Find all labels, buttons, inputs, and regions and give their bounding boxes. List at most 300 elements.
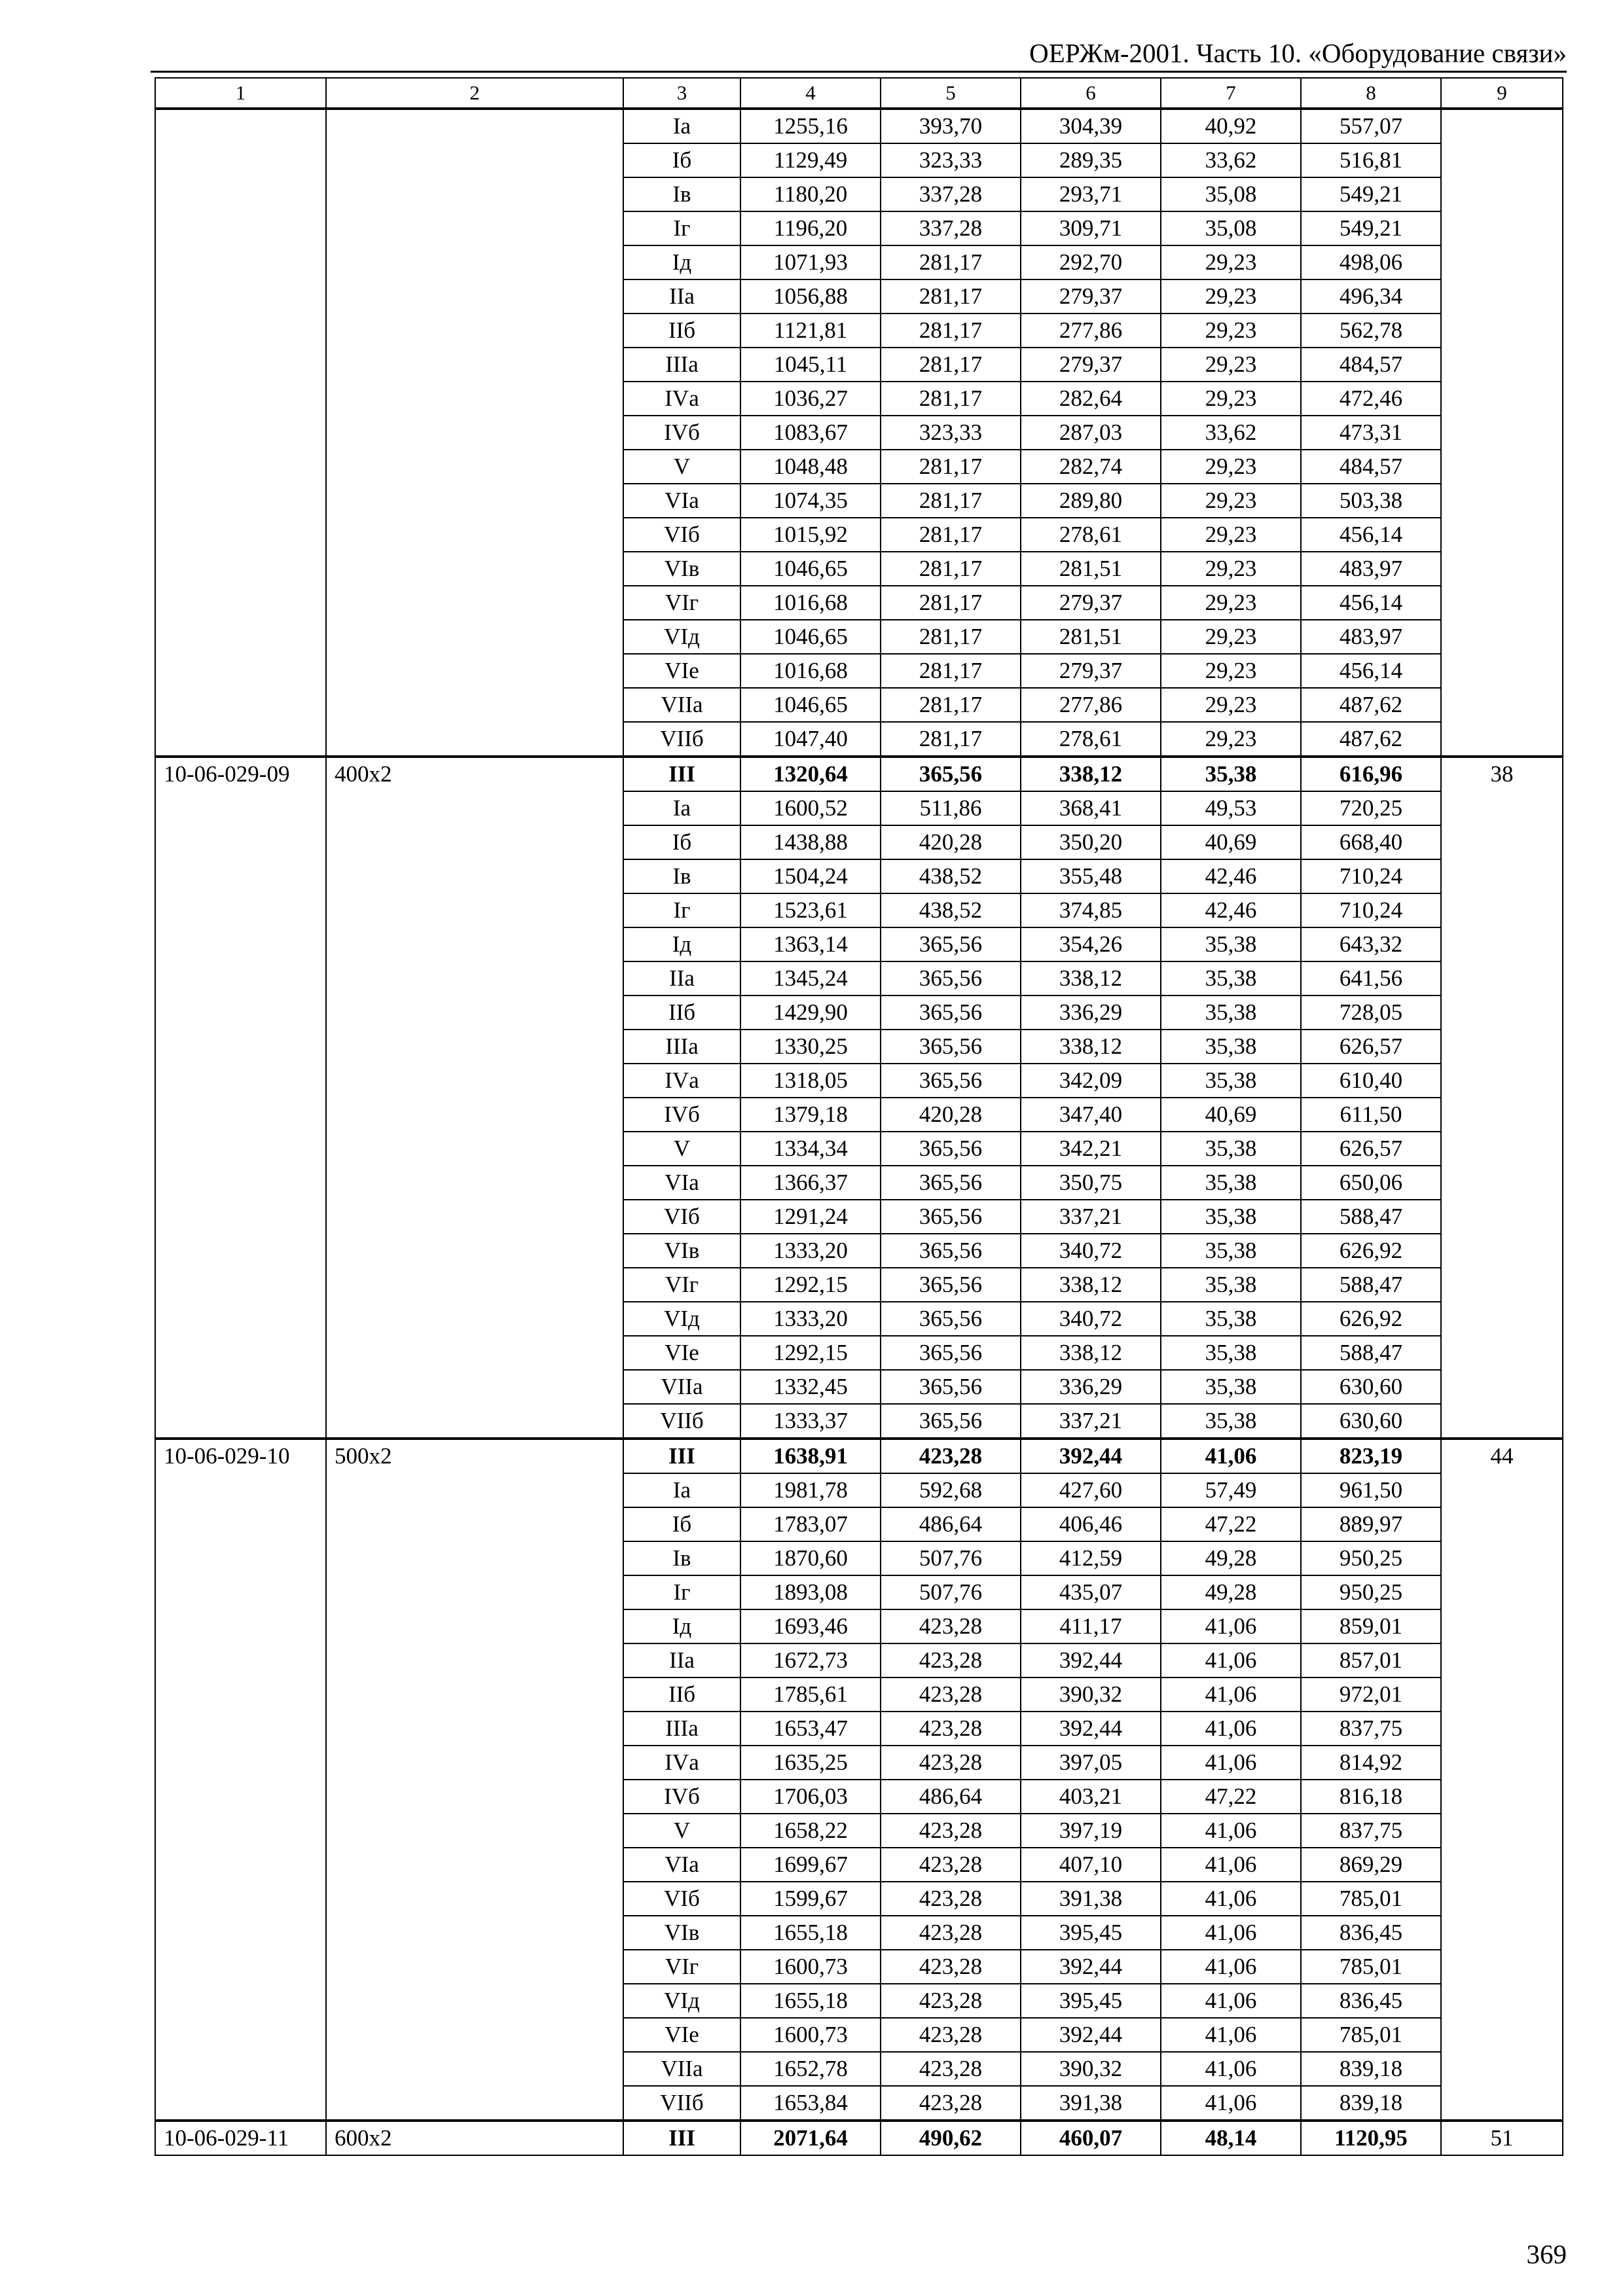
value-cell: 29,23 <box>1161 279 1301 314</box>
value-cell: 338,12 <box>1021 757 1161 791</box>
value-cell: 1015,92 <box>740 518 881 552</box>
value-cell: 29,23 <box>1161 552 1301 586</box>
value-cell: 309,71 <box>1021 211 1161 245</box>
zone-cell: VIг <box>623 1268 740 1302</box>
column-number: 2 <box>326 78 623 109</box>
value-cell: 35,38 <box>1161 1336 1301 1370</box>
zone-cell: VIв <box>623 552 740 586</box>
value-cell: 611,50 <box>1301 1098 1441 1132</box>
value-cell: 1893,08 <box>740 1575 881 1609</box>
value-cell: 610,40 <box>1301 1064 1441 1098</box>
value-cell: 41,06 <box>1161 1712 1301 1746</box>
value-cell: 35,38 <box>1161 1064 1301 1098</box>
value-cell: 423,28 <box>881 1814 1021 1848</box>
column-number: 1 <box>155 78 326 109</box>
value-cell: 1083,67 <box>740 416 881 450</box>
zone-cell: VIе <box>623 654 740 688</box>
zone-cell: IVа <box>623 1064 740 1098</box>
code-cell <box>155 109 326 757</box>
value-cell: 29,23 <box>1161 518 1301 552</box>
value-cell: 41,06 <box>1161 1814 1301 1848</box>
value-cell: 397,05 <box>1021 1746 1161 1780</box>
value-cell: 47,22 <box>1161 1780 1301 1814</box>
table-row <box>155 1439 1563 1473</box>
value-cell: 641,56 <box>1301 961 1441 996</box>
value-cell: 643,32 <box>1301 927 1441 961</box>
value-cell: 281,17 <box>881 722 1021 757</box>
value-cell: 391,38 <box>1021 1882 1161 1916</box>
value-cell: 338,12 <box>1021 1336 1161 1370</box>
value-cell: 1785,61 <box>740 1677 881 1712</box>
value-cell: 473,31 <box>1301 416 1441 450</box>
value-cell: 839,18 <box>1301 2052 1441 2086</box>
value-cell: 1658,22 <box>740 1814 881 1848</box>
header-rule <box>151 71 1567 73</box>
value-cell: 630,60 <box>1301 1404 1441 1439</box>
value-cell: 1046,65 <box>740 688 881 722</box>
value-cell: 336,29 <box>1021 1370 1161 1404</box>
value-cell: 48,14 <box>1161 2121 1301 2155</box>
zone-cell: Iв <box>623 859 740 893</box>
value-cell: 1429,90 <box>740 996 881 1030</box>
value-cell: 1600,73 <box>740 1950 881 1984</box>
zone-cell: VIа <box>623 484 740 518</box>
zone-cell: IVб <box>623 1780 740 1814</box>
value-cell: 1320,64 <box>740 757 881 791</box>
value-cell: 720,25 <box>1301 791 1441 825</box>
value-cell: 374,85 <box>1021 893 1161 927</box>
value-cell: 1653,47 <box>740 1712 881 1746</box>
zone-cell: VIIб <box>623 1404 740 1439</box>
value-cell: 423,28 <box>881 1746 1021 1780</box>
value-cell: 785,01 <box>1301 2018 1441 2052</box>
value-cell: 279,37 <box>1021 348 1161 382</box>
value-cell: 277,86 <box>1021 314 1161 348</box>
zone-cell: Iа <box>623 791 740 825</box>
value-cell: 323,33 <box>881 143 1021 177</box>
value-cell: 435,07 <box>1021 1575 1161 1609</box>
value-cell: 35,38 <box>1161 1370 1301 1404</box>
value-cell: 1120,95 <box>1301 2121 1441 2155</box>
value-cell: 350,20 <box>1021 825 1161 859</box>
value-cell: 365,56 <box>881 1030 1021 1064</box>
zone-cell: VIIб <box>623 722 740 757</box>
value-cell: 592,68 <box>881 1473 1021 1507</box>
zone-cell: VIIа <box>623 688 740 722</box>
value-cell: 279,37 <box>1021 586 1161 620</box>
value-cell: 427,60 <box>1021 1473 1161 1507</box>
value-cell: 365,56 <box>881 1268 1021 1302</box>
value-cell: 40,69 <box>1161 825 1301 859</box>
value-cell: 365,56 <box>881 927 1021 961</box>
value-cell: 281,17 <box>881 654 1021 688</box>
value-cell: 423,28 <box>881 1643 1021 1677</box>
value-cell: 1693,46 <box>740 1609 881 1643</box>
value-cell: 29,23 <box>1161 382 1301 416</box>
value-cell: 456,14 <box>1301 518 1441 552</box>
column-number: 3 <box>623 78 740 109</box>
value-cell: 41,06 <box>1161 2052 1301 2086</box>
value-cell: 1332,45 <box>740 1370 881 1404</box>
value-cell: 1379,18 <box>740 1098 881 1132</box>
zone-cell: IIб <box>623 1677 740 1712</box>
value-cell: 281,17 <box>881 245 1021 279</box>
value-cell: 630,60 <box>1301 1370 1441 1404</box>
value-cell: 423,28 <box>881 1609 1021 1643</box>
value-cell: 29,23 <box>1161 688 1301 722</box>
column-number: 8 <box>1301 78 1441 109</box>
value-cell: 392,44 <box>1021 1643 1161 1677</box>
value-cell: 278,61 <box>1021 722 1161 757</box>
zone-cell: V <box>623 1814 740 1848</box>
value-cell: 1333,20 <box>740 1302 881 1336</box>
value-cell: 35,38 <box>1161 1132 1301 1166</box>
total-cell <box>1441 109 1563 757</box>
value-cell: 1655,18 <box>740 1916 881 1950</box>
value-cell: 423,28 <box>881 2018 1021 2052</box>
value-cell: 392,44 <box>1021 1439 1161 1473</box>
value-cell: 397,19 <box>1021 1814 1161 1848</box>
value-cell: 365,56 <box>881 1132 1021 1166</box>
value-cell: 823,19 <box>1301 1439 1441 1473</box>
zone-cell: VIб <box>623 518 740 552</box>
value-cell: 1255,16 <box>740 109 881 143</box>
value-cell: 41,06 <box>1161 1677 1301 1712</box>
value-cell: 616,96 <box>1301 757 1441 791</box>
value-cell: 40,92 <box>1161 109 1301 143</box>
value-cell: 1600,52 <box>740 791 881 825</box>
value-cell: 423,28 <box>881 1950 1021 1984</box>
value-cell: 423,28 <box>881 2086 1021 2121</box>
zone-cell: III <box>623 1439 740 1473</box>
value-cell: 836,45 <box>1301 1984 1441 2018</box>
code-cell: 10-06-029-11 <box>155 2121 326 2155</box>
value-cell: 1129,49 <box>740 143 881 177</box>
zone-cell: Iв <box>623 1541 740 1575</box>
value-cell: 423,28 <box>881 1984 1021 2018</box>
value-cell: 1981,78 <box>740 1473 881 1507</box>
value-cell: 486,64 <box>881 1507 1021 1541</box>
value-cell: 35,38 <box>1161 961 1301 996</box>
value-cell: 49,53 <box>1161 791 1301 825</box>
zone-cell: VIа <box>623 1848 740 1882</box>
page-number: 369 <box>1526 2239 1567 2269</box>
value-cell: 2071,64 <box>740 2121 881 2155</box>
zone-cell: IIIа <box>623 348 740 382</box>
zone-cell: Iб <box>623 825 740 859</box>
value-cell: 1180,20 <box>740 177 881 211</box>
value-cell: 1291,24 <box>740 1200 881 1234</box>
zone-cell: VIд <box>623 620 740 654</box>
value-cell: 289,35 <box>1021 143 1161 177</box>
zone-cell: V <box>623 1132 740 1166</box>
value-cell: 338,12 <box>1021 961 1161 996</box>
value-cell: 365,56 <box>881 1336 1021 1370</box>
value-cell: 1318,05 <box>740 1064 881 1098</box>
zone-cell: IVа <box>623 382 740 416</box>
value-cell: 710,24 <box>1301 859 1441 893</box>
total-cell: 51 <box>1441 2121 1563 2155</box>
value-cell: 340,72 <box>1021 1302 1161 1336</box>
value-cell: 41,06 <box>1161 1882 1301 1916</box>
zone-cell: III <box>623 757 740 791</box>
value-cell: 41,06 <box>1161 1848 1301 1882</box>
value-cell: 337,28 <box>881 177 1021 211</box>
column-number-row <box>155 78 1563 109</box>
value-cell: 1653,84 <box>740 2086 881 2121</box>
zone-cell: Iа <box>623 1473 740 1507</box>
value-cell: 281,17 <box>881 279 1021 314</box>
value-cell: 347,40 <box>1021 1098 1161 1132</box>
value-cell: 1655,18 <box>740 1984 881 2018</box>
value-cell: 281,51 <box>1021 620 1161 654</box>
value-cell: 1333,37 <box>740 1404 881 1439</box>
size-cell <box>326 109 623 757</box>
total-cell: 38 <box>1441 757 1563 1439</box>
value-cell: 423,28 <box>881 1848 1021 1882</box>
value-cell: 507,76 <box>881 1541 1021 1575</box>
value-cell: 41,06 <box>1161 1950 1301 1984</box>
value-cell: 498,06 <box>1301 245 1441 279</box>
value-cell: 293,71 <box>1021 177 1161 211</box>
value-cell: 281,17 <box>881 620 1021 654</box>
value-cell: 29,23 <box>1161 484 1301 518</box>
value-cell: 279,37 <box>1021 654 1161 688</box>
value-cell: 33,62 <box>1161 143 1301 177</box>
value-cell: 41,06 <box>1161 1984 1301 2018</box>
value-cell: 323,33 <box>881 416 1021 450</box>
value-cell: 279,37 <box>1021 279 1161 314</box>
value-cell: 407,10 <box>1021 1848 1161 1882</box>
zone-cell: V <box>623 450 740 484</box>
value-cell: 29,23 <box>1161 654 1301 688</box>
zone-cell: VIв <box>623 1916 740 1950</box>
value-cell: 391,38 <box>1021 2086 1161 2121</box>
value-cell: 1196,20 <box>740 211 881 245</box>
value-cell: 588,47 <box>1301 1268 1441 1302</box>
zone-cell: Iд <box>623 927 740 961</box>
value-cell: 588,47 <box>1301 1200 1441 1234</box>
value-cell: 668,40 <box>1301 825 1441 859</box>
value-cell: 483,97 <box>1301 552 1441 586</box>
value-cell: 1672,73 <box>740 1643 881 1677</box>
value-cell: 1652,78 <box>740 2052 881 2086</box>
column-number: 6 <box>1021 78 1161 109</box>
value-cell: 411,17 <box>1021 1609 1161 1643</box>
value-cell: 41,06 <box>1161 1916 1301 1950</box>
value-cell: 1504,24 <box>740 859 881 893</box>
value-cell: 365,56 <box>881 1370 1021 1404</box>
value-cell: 29,23 <box>1161 620 1301 654</box>
value-cell: 1523,61 <box>740 893 881 927</box>
value-cell: 35,38 <box>1161 1268 1301 1302</box>
value-cell: 365,56 <box>881 1064 1021 1098</box>
value-cell: 814,92 <box>1301 1746 1441 1780</box>
table-row <box>155 109 1563 143</box>
value-cell: 29,23 <box>1161 245 1301 279</box>
value-cell: 626,92 <box>1301 1234 1441 1268</box>
value-cell: 365,56 <box>881 1302 1021 1336</box>
value-cell: 423,28 <box>881 1439 1021 1473</box>
value-cell: 35,38 <box>1161 996 1301 1030</box>
zone-cell: VIв <box>623 1234 740 1268</box>
value-cell: 1706,03 <box>740 1780 881 1814</box>
value-cell: 1783,07 <box>740 1507 881 1541</box>
value-cell: 1699,67 <box>740 1848 881 1882</box>
value-cell: 29,23 <box>1161 450 1301 484</box>
value-cell: 1635,25 <box>740 1746 881 1780</box>
value-cell: 1870,60 <box>740 1541 881 1575</box>
value-cell: 1292,15 <box>740 1268 881 1302</box>
value-cell: 281,17 <box>881 518 1021 552</box>
value-cell: 281,17 <box>881 552 1021 586</box>
zone-cell: Iа <box>623 109 740 143</box>
value-cell: 420,28 <box>881 825 1021 859</box>
value-cell: 338,12 <box>1021 1030 1161 1064</box>
value-cell: 1047,40 <box>740 722 881 757</box>
value-cell: 710,24 <box>1301 893 1441 927</box>
value-cell: 29,23 <box>1161 586 1301 620</box>
size-cell: 500x2 <box>326 1439 623 2121</box>
total-cell: 44 <box>1441 1439 1563 2121</box>
value-cell: 1438,88 <box>740 825 881 859</box>
value-cell: 57,49 <box>1161 1473 1301 1507</box>
value-cell: 392,44 <box>1021 2018 1161 2052</box>
value-cell: 390,32 <box>1021 1677 1161 1712</box>
value-cell: 281,17 <box>881 450 1021 484</box>
table-body <box>155 109 1563 2155</box>
value-cell: 516,81 <box>1301 143 1441 177</box>
value-cell: 496,34 <box>1301 279 1441 314</box>
value-cell: 626,57 <box>1301 1132 1441 1166</box>
value-cell: 289,80 <box>1021 484 1161 518</box>
zone-cell: IIIа <box>623 1030 740 1064</box>
value-cell: 859,01 <box>1301 1609 1441 1643</box>
value-cell: 35,08 <box>1161 211 1301 245</box>
value-cell: 406,46 <box>1021 1507 1161 1541</box>
value-cell: 42,46 <box>1161 893 1301 927</box>
zone-cell: Iб <box>623 143 740 177</box>
value-cell: 785,01 <box>1301 1882 1441 1916</box>
value-cell: 839,18 <box>1301 2086 1441 2121</box>
zone-cell: VIIа <box>623 1370 740 1404</box>
price-table <box>155 77 1563 2156</box>
value-cell: 1599,67 <box>740 1882 881 1916</box>
value-cell: 393,70 <box>881 109 1021 143</box>
zone-cell: Iд <box>623 245 740 279</box>
value-cell: 35,38 <box>1161 757 1301 791</box>
value-cell: 365,56 <box>881 1200 1021 1234</box>
value-cell: 728,05 <box>1301 996 1441 1030</box>
value-cell: 1366,37 <box>740 1166 881 1200</box>
value-cell: 487,62 <box>1301 688 1441 722</box>
value-cell: 35,38 <box>1161 1234 1301 1268</box>
value-cell: 340,72 <box>1021 1234 1161 1268</box>
value-cell: 304,39 <box>1021 109 1161 143</box>
zone-cell: IIб <box>623 996 740 1030</box>
value-cell: 456,14 <box>1301 654 1441 688</box>
value-cell: 588,47 <box>1301 1336 1441 1370</box>
value-cell: 1345,24 <box>740 961 881 996</box>
value-cell: 281,17 <box>881 484 1021 518</box>
zone-cell: VIг <box>623 1950 740 1984</box>
zone-cell: IVб <box>623 416 740 450</box>
value-cell: 511,86 <box>881 791 1021 825</box>
value-cell: 336,29 <box>1021 996 1161 1030</box>
value-cell: 423,28 <box>881 2052 1021 2086</box>
value-cell: 49,28 <box>1161 1575 1301 1609</box>
value-cell: 889,97 <box>1301 1507 1441 1541</box>
value-cell: 562,78 <box>1301 314 1441 348</box>
value-cell: 1036,27 <box>740 382 881 416</box>
value-cell: 29,23 <box>1161 722 1301 757</box>
value-cell: 626,57 <box>1301 1030 1441 1064</box>
value-cell: 282,64 <box>1021 382 1161 416</box>
value-cell: 438,52 <box>881 893 1021 927</box>
value-cell: 41,06 <box>1161 2086 1301 2121</box>
value-cell: 287,03 <box>1021 416 1161 450</box>
zone-cell: Iв <box>623 177 740 211</box>
value-cell: 29,23 <box>1161 314 1301 348</box>
value-cell: 29,23 <box>1161 348 1301 382</box>
value-cell: 47,22 <box>1161 1507 1301 1541</box>
value-cell: 354,26 <box>1021 927 1161 961</box>
value-cell: 557,07 <box>1301 109 1441 143</box>
zone-cell: VIб <box>623 1200 740 1234</box>
table-column-numbers <box>155 78 1563 109</box>
value-cell: 423,28 <box>881 1882 1021 1916</box>
value-cell: 423,28 <box>881 1677 1021 1712</box>
zone-cell: VIд <box>623 1302 740 1336</box>
value-cell: 342,09 <box>1021 1064 1161 1098</box>
value-cell: 420,28 <box>881 1098 1021 1132</box>
value-cell: 41,06 <box>1161 1439 1301 1473</box>
zone-cell: VIе <box>623 2018 740 2052</box>
value-cell: 395,45 <box>1021 1916 1161 1950</box>
zone-cell: IVа <box>623 1746 740 1780</box>
code-cell: 10-06-029-09 <box>155 757 326 1439</box>
value-cell: 392,44 <box>1021 1950 1161 1984</box>
zone-cell: Iг <box>623 893 740 927</box>
value-cell: 1048,48 <box>740 450 881 484</box>
zone-cell: Iб <box>623 1507 740 1541</box>
value-cell: 365,56 <box>881 1166 1021 1200</box>
value-cell: 281,17 <box>881 382 1021 416</box>
value-cell: 626,92 <box>1301 1302 1441 1336</box>
value-cell: 395,45 <box>1021 1984 1161 2018</box>
zone-cell: IIа <box>623 961 740 996</box>
table-row <box>155 2121 1563 2155</box>
value-cell: 390,32 <box>1021 2052 1161 2086</box>
value-cell: 487,62 <box>1301 722 1441 757</box>
value-cell: 365,56 <box>881 996 1021 1030</box>
value-cell: 438,52 <box>881 859 1021 893</box>
zone-cell: VIг <box>623 586 740 620</box>
value-cell: 281,17 <box>881 586 1021 620</box>
value-cell: 1016,68 <box>740 586 881 620</box>
value-cell: 40,69 <box>1161 1098 1301 1132</box>
zone-cell: IIа <box>623 279 740 314</box>
zone-cell: VIд <box>623 1984 740 2018</box>
value-cell: 486,64 <box>881 1780 1021 1814</box>
value-cell: 281,17 <box>881 688 1021 722</box>
value-cell: 1600,73 <box>740 2018 881 2052</box>
zone-cell: III <box>623 2121 740 2155</box>
column-number: 7 <box>1161 78 1301 109</box>
size-cell: 400x2 <box>326 757 623 1439</box>
value-cell: 785,01 <box>1301 1950 1441 1984</box>
code-cell: 10-06-029-10 <box>155 1439 326 2121</box>
